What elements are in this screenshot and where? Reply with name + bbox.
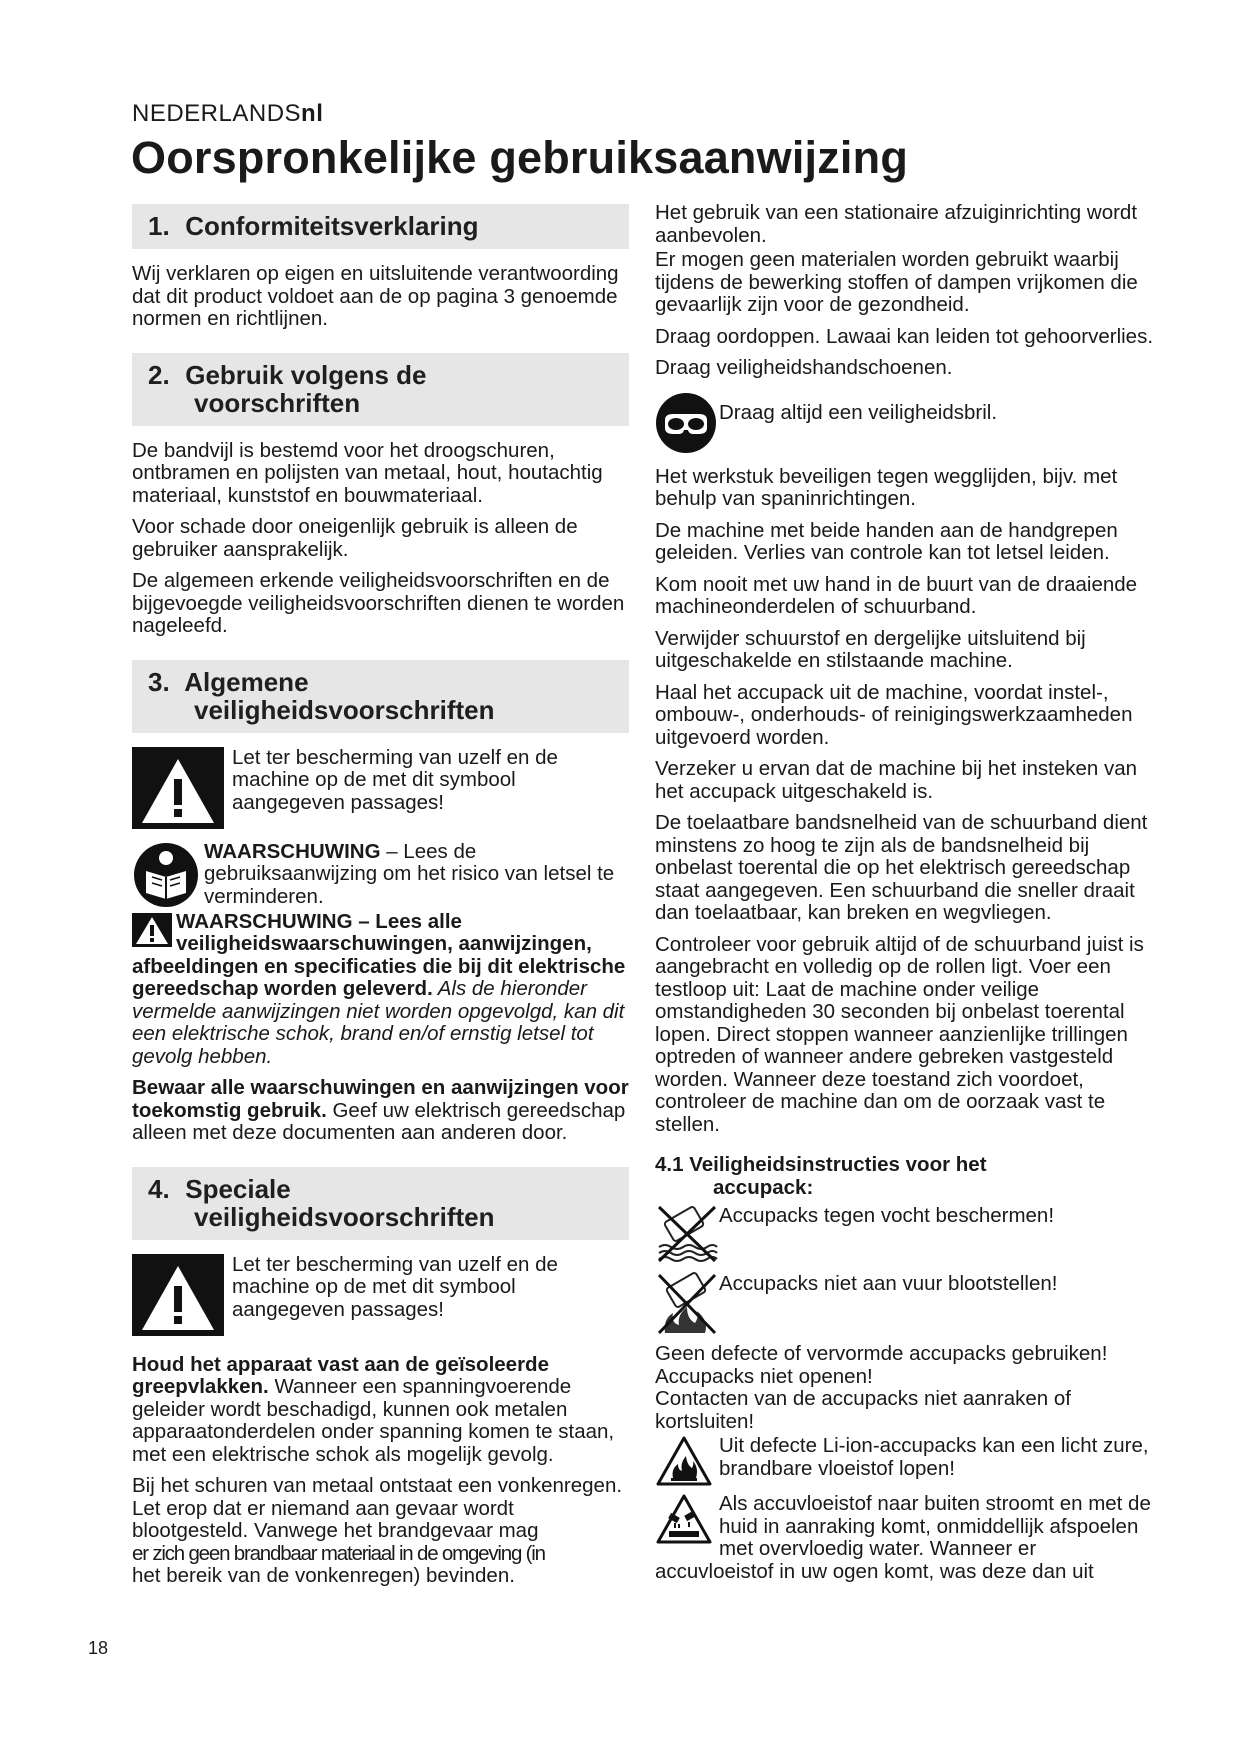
right-column (655, 202, 1155, 1583)
extraction-text: Het gebruik van een stationaire afzuiginrichting wordt aanbevolen. (655, 201, 1138, 247)
read-manual-icon (132, 841, 200, 909)
general-warning: WAARSCHUWING – Lees alle veiligheidswaarschuwingen, aanwijzingen, afbeeldingen en specificaties die bij dit elektrische gereedschap worden geleverd. Als de hieronder vermelde aanwijzingen niet worden opgevolgd, kan dit een elektrische schok, brand en/of ernstig letsel tot gevolg hebben. (132, 909, 626, 1068)
intended-use-text: De bandvijl is bestemd voor het droogschuren, ontbramen en polijsten van metaal, hout, houtachtig materiaal, kunststof en bouwmateriaal. (132, 438, 603, 507)
page-number: 18 (88, 1638, 109, 1658)
regulations-text: De algemeen erkende veiligheidsvoorschriften en de bijgevoegde veiligheidsvoorschriften dienen te worden nageleefd. (132, 569, 625, 637)
remove-battery-text: Haal het accupack uit de machine, voordat instel-, ombouw-, onderhouds- of reinigingswerkzaamheden uitgevoerd worden. (655, 680, 1133, 749)
keep-instructions: Bewaar alle waarschuwingen en aanwijzingen voor toekomstig gebruik. Geef uw elektrisch gereedschap alleen met deze documenten aan anderen door. (132, 1076, 629, 1144)
short-circuit-text: Contacten van de accupacks niet aanraken of kortsluiten! (655, 1387, 1071, 1433)
section-heading-3: 3. Algemene veiligheidsvoorschriften (132, 660, 629, 733)
goggles-note: Draag altijd een veiligheidsbril. (655, 392, 1155, 454)
both-hands-text: De machine met beide handen aan de handgrepen geleiden. Verlies van controle kan tot letsel leiden. (655, 518, 1118, 564)
sparks-text: Bij het schuren van metaal ontstaat een vonkenregen. Let erop dat er niemand aan gevaar wordt blootgesteld. Vanwege het brandgevaar mag er zich geen brandbaar materiaal in de omgeving (in het bereik van de vonkenregen) bevinden. (132, 1474, 623, 1587)
language-header: NEDERLANDSnl (132, 100, 324, 127)
acid-note: Als accuvloeistof naar buiten stroomt en met de huid in aanraking komt, onmiddellijk afspoelen met overvloedig water. Wanneer er accuvloeistof in uw ogen komt, was deze dan uit (655, 1492, 1151, 1583)
no-moisture-icon (655, 1203, 719, 1265)
warning-triangle-icon (132, 1254, 224, 1336)
warning-note-2 (132, 1254, 629, 1336)
keep-hands-away-text: Kom nooit met uw hand in de buurt van de draaiende machineonderdelen of schuurband. (655, 572, 1138, 618)
test-run-text: Controleer voor gebruik altijd of de schuurband juist is aangebracht en volledig op de rollen ligt. Voer een testloop uit: Laat de machine onder veilige omstandigheden 30 seconden bij onbelast toerental lopen. Direct stoppen wanneer aanzienlijke trillingen optreden of wanneer andere gebreken vastgesteld worden. Wanneer deze toestand zich voordoet, controleer de machine dan om de oorzaak vast te stellen. (655, 932, 1144, 1136)
small-warning-icon (132, 913, 172, 947)
flammable-warning-icon (655, 1435, 713, 1487)
hazardous-materials-text: Er mogen geen materialen worden gebruikt waarbij tijdens de bewerking stoffen of dampen vrijkomen die gevaarlijk zijn voor de gezondheid. (655, 248, 1138, 316)
section-heading-1: 1. Conformiteitsverklaring (132, 204, 629, 249)
conformity-text: Wij verklaren op eigen en uitsluitende verantwoording dat dit product voldoet aan de op pagina 3 genoemde normen en richtlijnen. (132, 262, 619, 330)
warning-note (132, 747, 629, 829)
moisture-note: Accupacks tegen vocht beschermen! (655, 1203, 1155, 1265)
warning-note-text: Let ter bescherming van uzelf en de machine op de met dit symbool aangegeven passages! (232, 745, 558, 814)
page-title: Oorspronkelijke gebruiksaanwijzing (131, 132, 909, 183)
no-defective-text: Geen defecte of vervormde accupacks gebruiken! (655, 1342, 1108, 1365)
liability-text: Voor schade door oneigenlijk gebruik is alleen de gebruiker aansprakelijk. (132, 515, 578, 561)
do-not-open-text: Accupacks niet openen! (655, 1364, 873, 1388)
insulated-grip-text: Houd het apparaat vast aan de geïsoleerde greepvlakken. Wanneer een spanningvoerende geleider wordt beschadigd, kunnen ook metalen apparaatonderdelen onder spanning komen te staan, met een elektrische schok als mogelijk gevolg. (132, 1352, 615, 1466)
ear-protection-text: Draag oordoppen. Lawaai kan leiden tot gehoorverlies. (655, 324, 1154, 348)
section-heading-2: 2. Gebruik volgens de voorschriften (132, 353, 629, 426)
warning-note-text-2: Let ter bescherming van uzelf en de machine op de met dit symbool aangegeven passages! (232, 1252, 558, 1321)
safety-goggles-icon (655, 392, 717, 454)
remove-dust-text: Verwijder schuurstof en dergelijke uitsluitend bij uitgeschakelde en stilstaande machine. (655, 626, 1086, 672)
left-column (132, 204, 629, 1597)
fire-note: Accupacks niet aan vuur blootstellen! (655, 1271, 1155, 1337)
switched-off-text: Verzeker u ervan dat de machine bij het insteken van het accupack uitgeschakeld is. (655, 757, 1138, 803)
gloves-text: Draag veiligheidshandschoenen. (655, 356, 953, 379)
read-manual-note: WAARSCHUWING – Lees de gebruiksaanwijzing om het risico van letsel te verminderen. (132, 841, 629, 909)
section-heading-4: 4. Speciale veiligheidsvoorschriften (132, 1167, 629, 1240)
warning-triangle-icon (132, 747, 224, 829)
corrosive-warning-icon (655, 1493, 713, 1545)
flammable-note: Uit defecte Li-ion-accupacks kan een licht zure, brandbare vloeistof lopen! (655, 1435, 1155, 1487)
clamp-text: Het werkstuk beveiligen tegen wegglijden, bijv. met behulp van spaninrichtingen. (655, 464, 1118, 510)
subsection-heading-4-1: 4.1 Veiligheidsinstructies voor het accupack: (655, 1153, 987, 1199)
no-fire-icon (655, 1271, 719, 1337)
belt-speed-text: De toelaatbare bandsnelheid van de schuurband dient minstens zo hoog te zijn als de bandsnelheid bij onbelast toerental die op het elektrisch gereedschap staat aangegeven. Een schuurband die sneller draait dan toelaatbaar, kan breken en wegvliegen. (655, 811, 1148, 924)
